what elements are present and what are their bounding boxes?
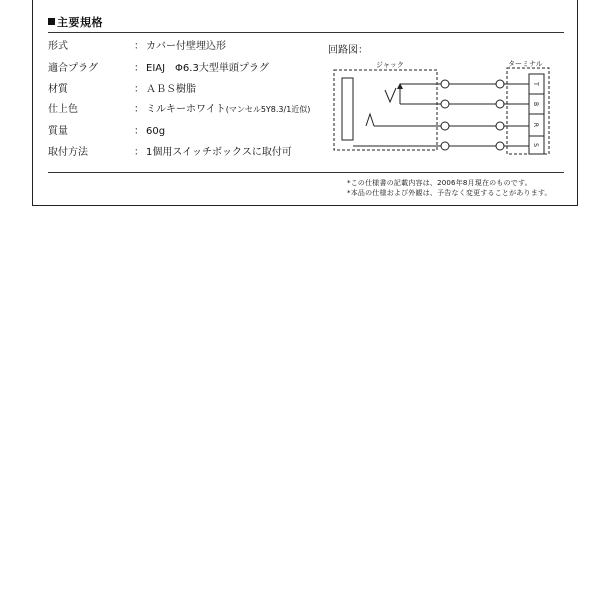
jack-node — [441, 100, 449, 108]
footnote: *本品の仕様および外観は、予告なく変更することがあります。 — [347, 189, 552, 197]
spec-value: EIAJ Φ6.3大型単頭プラグ — [146, 63, 269, 74]
terminal-node — [496, 100, 504, 108]
square-bullet-icon — [48, 18, 55, 25]
spec-colon: ： — [134, 147, 144, 158]
spec-value — [146, 102, 310, 118]
jack-node — [441, 122, 449, 130]
footnote: *この仕様書の記載内容は、2006年8月現在のものです。 — [347, 179, 532, 187]
terminal-letter: R — [532, 122, 539, 128]
jack-label: ジャック — [376, 61, 404, 69]
terminal-node — [496, 122, 504, 130]
spec-label: 質量 — [48, 126, 68, 137]
spec-value-note: (マンセル5Y8.3/1近似) — [225, 105, 311, 114]
ring-contact — [366, 114, 374, 126]
jack-node — [441, 80, 449, 88]
terminal-letter: T — [532, 82, 539, 86]
heading-divider — [48, 32, 564, 33]
spec-colon: ： — [134, 84, 144, 95]
jack-node — [441, 142, 449, 150]
spec-value: 1個用スイッチボックスに取付可 — [146, 147, 292, 158]
spec-label: 仕上色 — [48, 104, 78, 115]
terminal-label: ターミナル — [508, 60, 543, 68]
jack-dashed-box — [334, 70, 437, 150]
notes-divider — [48, 172, 564, 173]
section-heading — [48, 14, 103, 30]
spec-value: ＡＢＳ樹脂 — [146, 84, 196, 95]
tip-contact-v — [385, 88, 396, 102]
spec-label: 適合プラグ — [48, 63, 98, 74]
spec-colon: ： — [134, 126, 144, 137]
jack-sleeve — [342, 78, 353, 140]
terminal-node — [496, 142, 504, 150]
spec-label: 形式 — [48, 41, 68, 52]
spec-value: 60g — [146, 126, 166, 137]
terminal-letter: B — [532, 101, 539, 107]
spec-colon: ： — [134, 63, 144, 74]
section-title: 主要規格 — [57, 16, 103, 29]
spec-colon: ： — [134, 104, 144, 115]
spec-label: 材質 — [48, 84, 68, 95]
spec-value: カバー付壁埋込形 — [146, 41, 226, 52]
spec-colon: ： — [134, 41, 144, 52]
spec-label: 取付方法 — [48, 147, 88, 158]
terminal-letter: S — [532, 143, 539, 147]
terminal-node — [496, 80, 504, 88]
circuit-diagram-label: 回路図： — [328, 45, 368, 56]
spec-value-text: ミルキーホワイト — [146, 104, 226, 115]
circuit-diagram — [330, 58, 570, 166]
